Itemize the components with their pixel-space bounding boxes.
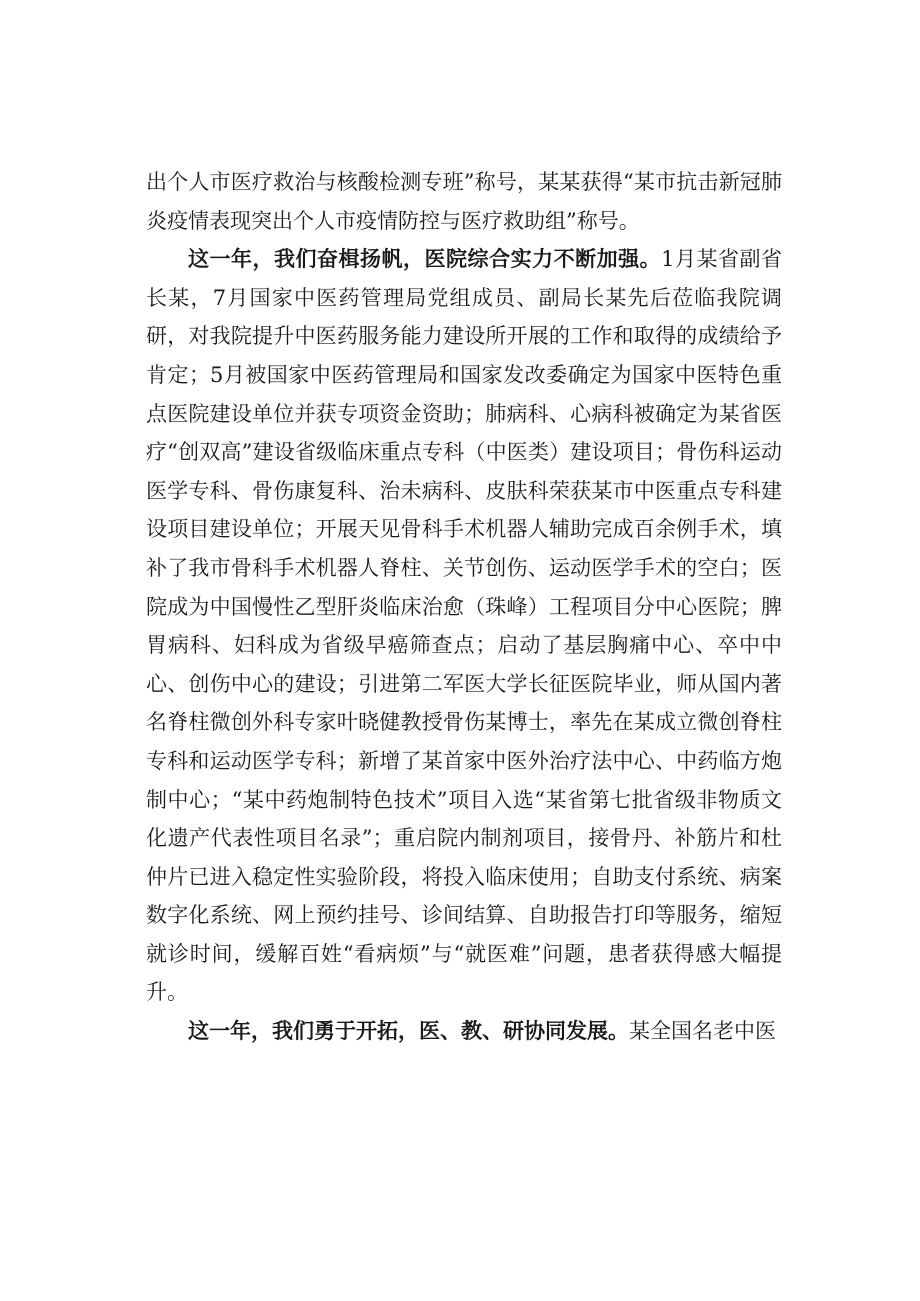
paragraph-3 — [146, 1012, 782, 1051]
paragraph-2-text: 1月某省副省长某，7月国家中医药管理局党组成员、副局长某先后莅临我院调研，对我院提升中医药服务能力建设所开展的工作和取得的成绩给予肯定；5月被国家中医药管理局和国家发改委确定为国家中医特色重点医院建设单位并获专项资金资助；肺病科、心病科被确定为某省医疗“创双高”建设省级临床重点专科（中医类）建设项目；骨伤科运动医学专科、骨伤康复科、治未病科、皮肤科荣获某市中医重点专科建设项目建设单位；开展天见骨科手术机器人辅助完成百余例手术，填补了我市骨科手术机器人脊柱、关节创伤、运动医学手术的空白；医院成为中国慢性乙型肝炎临床治愈（珠峰）工程项目分中心医院；脾胃病科、妇科成为省级早癌筛查点；启动了基层胸痛中心、卒中中心、创伤中心的建设；引进第二军医大学长征医院毕业，师从国内著名脊柱微创外科专家叶晓健教授骨伤某博士，率先在某成立微创脊柱专科和运动医学专科；新增了某首家中医外治疗法中心、中药临方炮制中心；“某中药炮制特色技术”项目入选“某省第七批省级非物质文化遗产代表性项目名录”；重启院内制剂项目，接骨丹、补筋片和杜仲片已进入稳定性实验阶段，将投入临床使用；自助支付系统、病案数字化系统、网上预约挂号、诊间结算、自助报告打印等服务，缩短就诊时间，缓解百姓“看病烦”与“就医难”问题，患者获得感大幅提升。 — [146, 247, 782, 1005]
paragraph-2-lead: 这一年，我们奋楫扬帆，医院综合实力不断加强。 — [188, 246, 662, 272]
paragraph-3-text: 某全国名老中医 — [629, 1019, 776, 1044]
paragraph-1-text: 出个人市医疗救治与核酸检测专班”称号，某某获得“某市抗击新冠肺炎疫情表现突出个人市疫情防控与医疗救助组”称号。 — [146, 170, 782, 233]
paragraph-1 — [146, 163, 782, 240]
body-text — [146, 163, 782, 1051]
paragraph-3-lead: 这一年，我们勇于开拓，医、教、研协同发展。 — [188, 1018, 629, 1044]
paragraph-2 — [146, 240, 782, 1012]
